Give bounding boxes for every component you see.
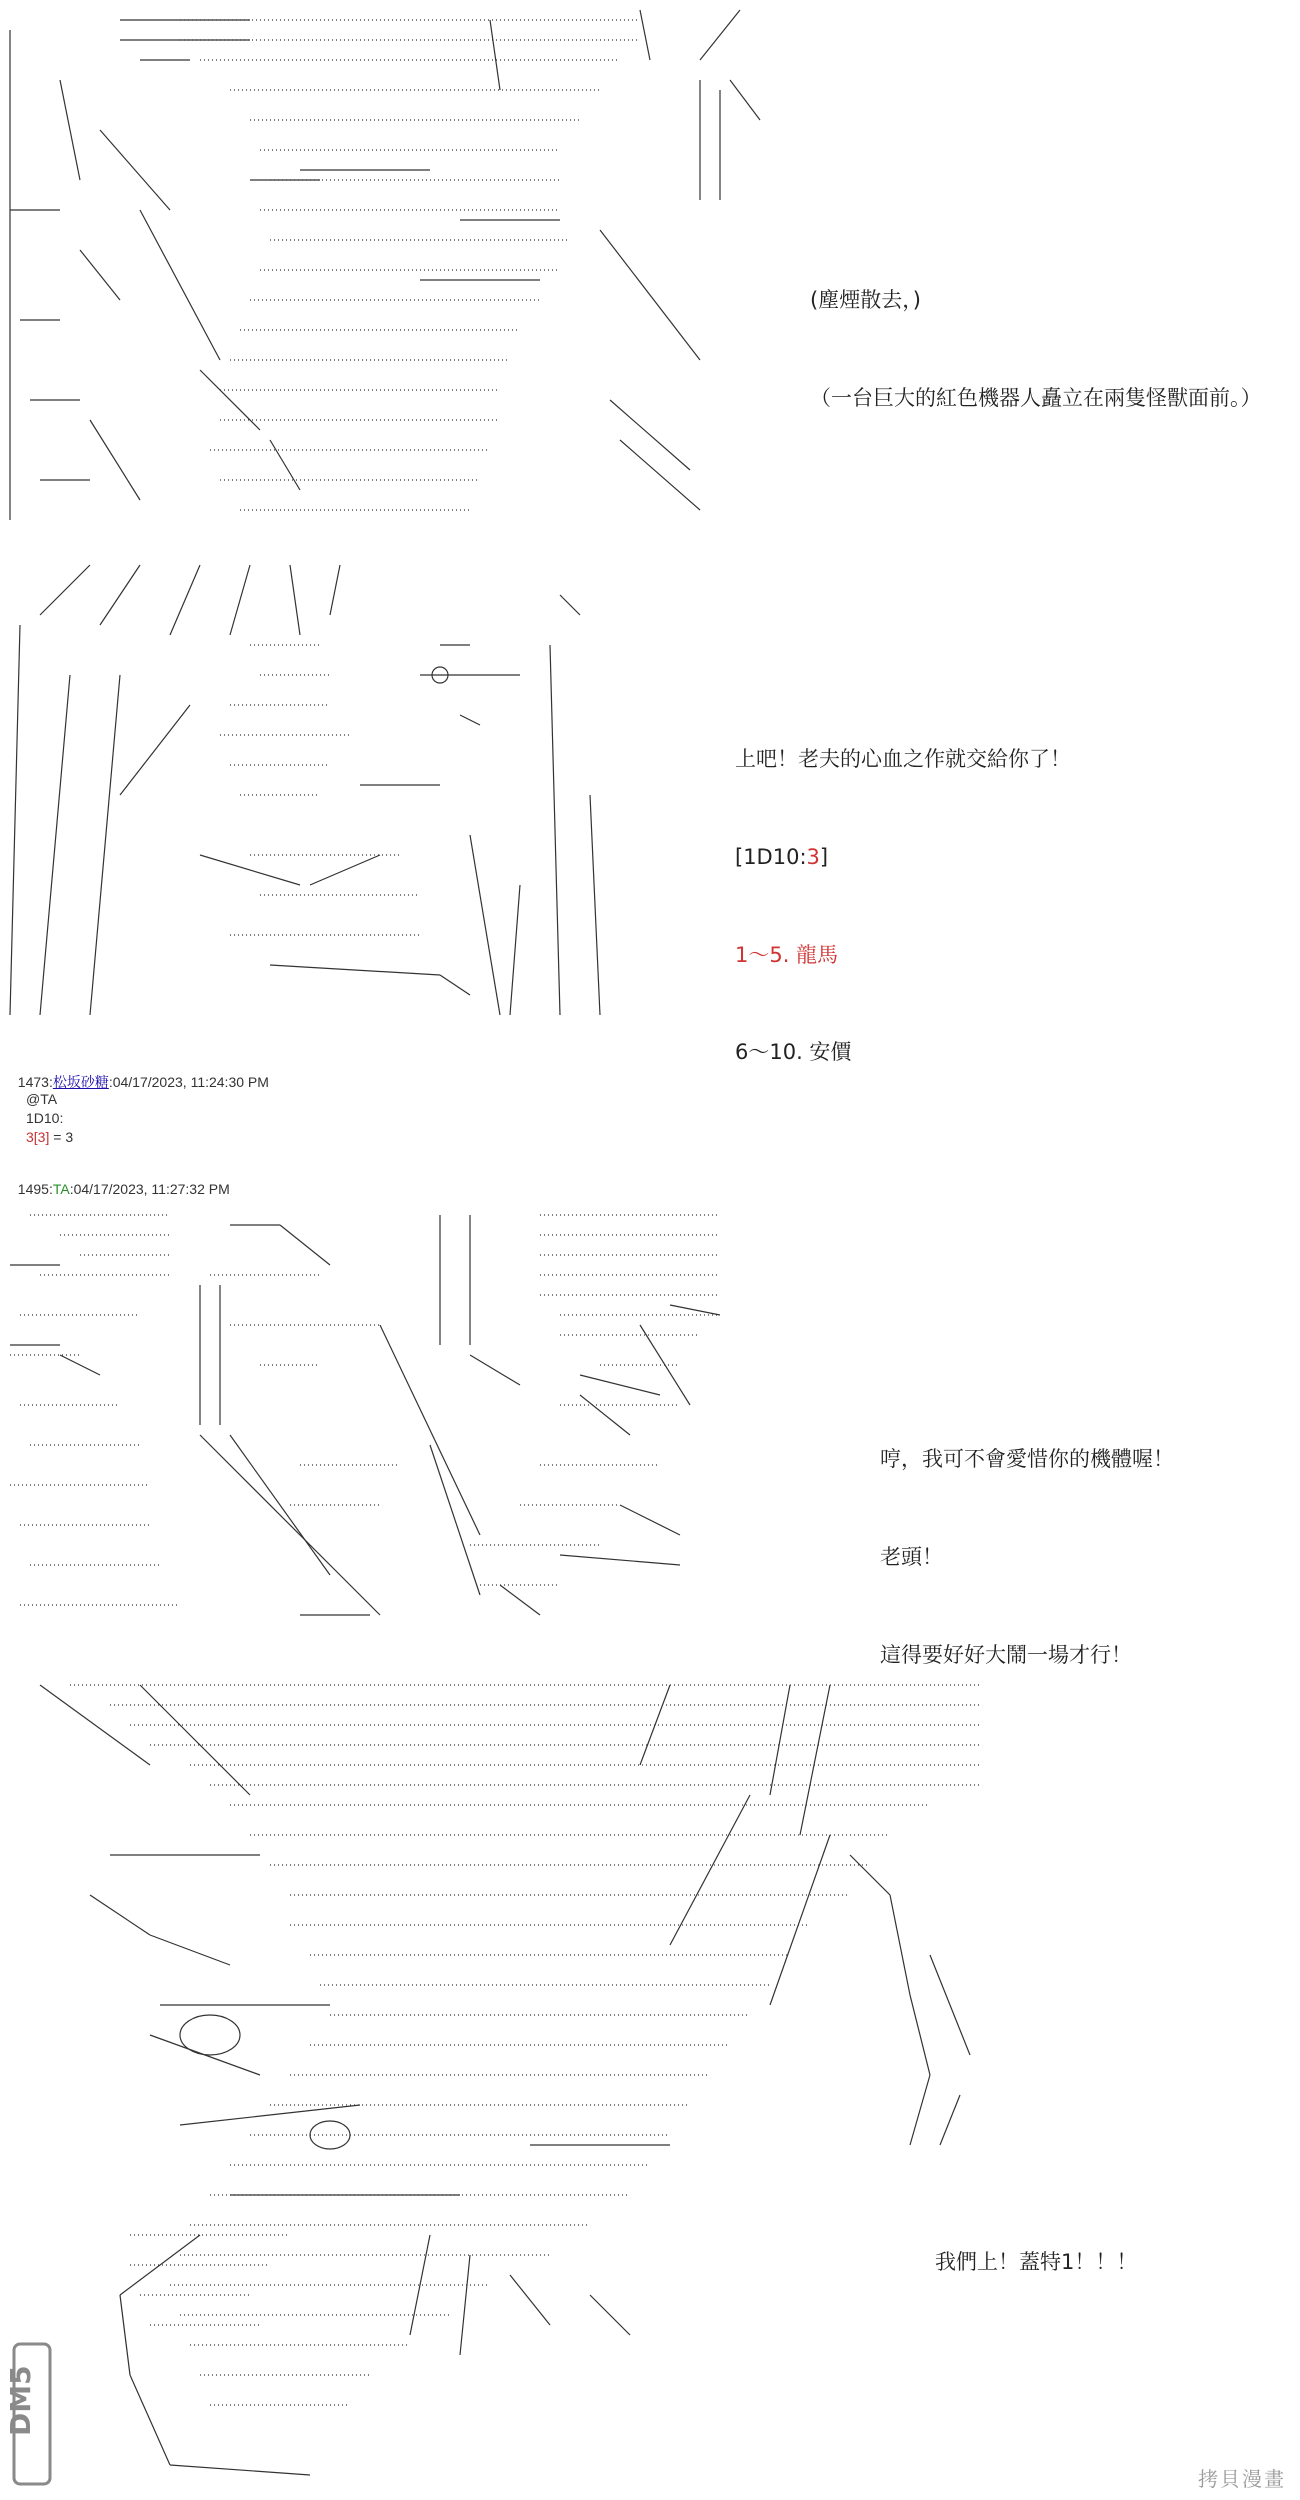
roll-value: 3 <box>806 844 820 869</box>
panel-3-line-2: 老頭！ <box>880 1544 943 1569</box>
post-1495-header: 1495:TA:04/17/2023, 11:27:32 PM <box>17 1181 230 1197</box>
ascii-art-pilot-city <box>0 1205 740 1645</box>
dm5-watermark-text: DM5 <box>4 2365 37 2436</box>
roll-result-bracket: [3] <box>33 1129 50 1145</box>
copy-manga-watermark: 拷貝漫畫 <box>1198 2467 1286 2491</box>
post-body-line-2: 1D10: <box>26 1110 64 1126</box>
post-author[interactable]: TA <box>52 1181 70 1197</box>
panel-1-line-2: （一台巨大的紅色機器人矗立在兩隻怪獸面前。） <box>810 385 1262 410</box>
panel-2-dialog <box>735 697 1071 1112</box>
panel-3-dialog <box>880 1397 1174 1715</box>
roll-result-suffix: = 3 <box>49 1129 74 1145</box>
panel-2-line-3: 1～5. 龍馬 <box>735 942 839 967</box>
post-roll-result <box>26 1128 73 1147</box>
panel-4-line-1: 我們上！蓋特1！！！ <box>935 2250 1138 2275</box>
panel-3-line-1: 哼，我可不會愛惜你的機體喔！ <box>880 1447 1174 1472</box>
ascii-art-getter-robot <box>30 1675 990 2485</box>
post-author-link[interactable]: 松坂砂糖 <box>52 1074 109 1090</box>
post-1473-body <box>26 1090 73 1147</box>
panel-1-line-1: (塵煙散去，) <box>810 288 921 313</box>
dm5-watermark-logo <box>4 2340 56 2490</box>
post-timestamp: 04/17/2023, 11:27:32 PM <box>73 1181 230 1197</box>
panel-2-line-4: 6～10. 安價 <box>735 1040 852 1065</box>
ascii-art-old-man <box>0 555 640 1025</box>
post-body-line-1: @TA <box>26 1091 58 1107</box>
panel-3-line-3: 這得要好好大鬧一場才行！ <box>880 1642 1132 1667</box>
ascii-art-robot-smoke <box>0 0 790 530</box>
post-number: 1473 <box>17 1074 49 1090</box>
post-number: 1495 <box>17 1181 49 1197</box>
panel-2-line-1: 上吧！老夫的心血之作就交給你了！ <box>735 747 1071 772</box>
panel-4-dialog <box>935 2200 1137 2323</box>
roll-result-prefix: 3 <box>26 1129 34 1145</box>
post-1473-header: 1473:松坂砂糖:04/17/2023, 11:24:30 PM <box>17 1074 269 1090</box>
panel-1-dialog <box>810 238 1262 458</box>
panel-2-line-2: [1D10:3] <box>735 844 829 869</box>
post-timestamp: 04/17/2023, 11:24:30 PM <box>112 1074 269 1090</box>
